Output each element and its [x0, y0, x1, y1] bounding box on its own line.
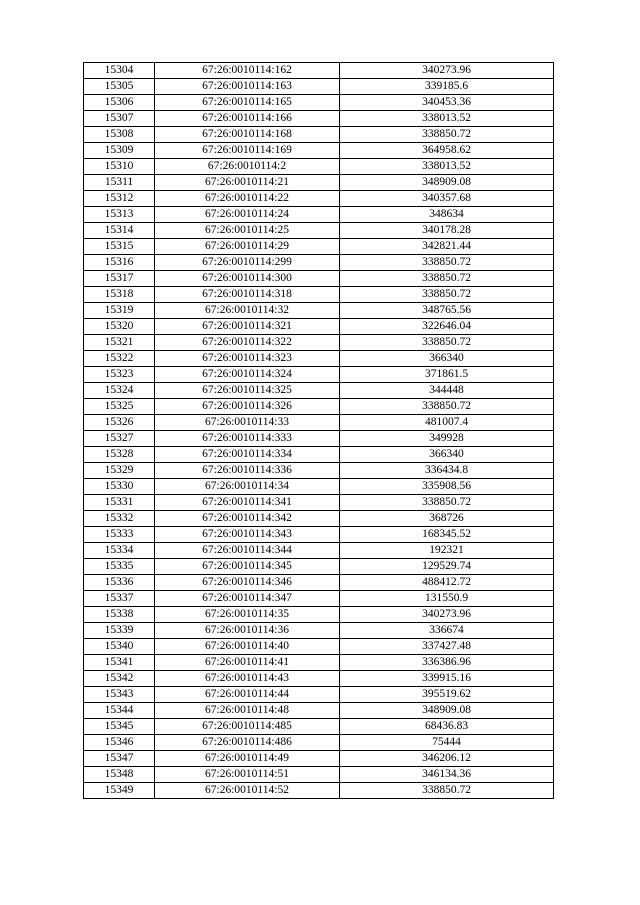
value-cell: 348765.56	[340, 303, 554, 319]
value-cell: 349928	[340, 431, 554, 447]
row-number-cell: 15339	[84, 623, 155, 639]
row-number-cell: 15314	[84, 223, 155, 239]
cadastral-number-cell: 67:26:0010114:321	[155, 319, 340, 335]
table-row	[84, 351, 554, 367]
cadastral-number-cell: 67:26:0010114:21	[155, 175, 340, 191]
value-cell: 338850.72	[340, 335, 554, 351]
cadastral-number-cell: 67:26:0010114:36	[155, 623, 340, 639]
value-cell: 339915.16	[340, 671, 554, 687]
row-number-cell: 15319	[84, 303, 155, 319]
table-row	[84, 191, 554, 207]
row-number-cell: 15305	[84, 79, 155, 95]
row-number-cell: 15325	[84, 399, 155, 415]
table-row	[84, 159, 554, 175]
table-row	[84, 479, 554, 495]
value-cell: 340273.96	[340, 607, 554, 623]
value-cell: 168345.52	[340, 527, 554, 543]
table-row	[84, 367, 554, 383]
cadastral-number-cell: 67:26:0010114:34	[155, 479, 340, 495]
value-cell: 338850.72	[340, 783, 554, 799]
cadastral-number-cell: 67:26:0010114:2	[155, 159, 340, 175]
cadastral-number-cell: 67:26:0010114:333	[155, 431, 340, 447]
cadastral-number-cell: 67:26:0010114:345	[155, 559, 340, 575]
cadastral-number-cell: 67:26:0010114:341	[155, 495, 340, 511]
value-cell: 338850.72	[340, 271, 554, 287]
row-number-cell: 15318	[84, 287, 155, 303]
cadastral-value-table	[83, 62, 554, 799]
cadastral-number-cell: 67:26:0010114:324	[155, 367, 340, 383]
cadastral-number-cell: 67:26:0010114:40	[155, 639, 340, 655]
table-row	[84, 271, 554, 287]
table-row	[84, 127, 554, 143]
table-row	[84, 223, 554, 239]
row-number-cell: 15323	[84, 367, 155, 383]
value-cell: 481007.4	[340, 415, 554, 431]
value-cell: 366340	[340, 351, 554, 367]
cadastral-number-cell: 67:26:0010114:326	[155, 399, 340, 415]
cadastral-number-cell: 67:26:0010114:22	[155, 191, 340, 207]
row-number-cell: 15326	[84, 415, 155, 431]
table-row	[84, 719, 554, 735]
cadastral-number-cell: 67:26:0010114:49	[155, 751, 340, 767]
row-number-cell: 15346	[84, 735, 155, 751]
table-row	[84, 79, 554, 95]
cadastral-number-cell: 67:26:0010114:48	[155, 703, 340, 719]
cadastral-number-cell: 67:26:0010114:41	[155, 655, 340, 671]
value-cell: 371861.5	[340, 367, 554, 383]
row-number-cell: 15336	[84, 575, 155, 591]
cadastral-number-cell: 67:26:0010114:32	[155, 303, 340, 319]
cadastral-number-cell: 67:26:0010114:166	[155, 111, 340, 127]
row-number-cell: 15324	[84, 383, 155, 399]
value-cell: 348909.08	[340, 703, 554, 719]
cadastral-number-cell: 67:26:0010114:323	[155, 351, 340, 367]
table-row	[84, 383, 554, 399]
value-cell: 338013.52	[340, 159, 554, 175]
table-row	[84, 703, 554, 719]
value-cell: 335908.56	[340, 479, 554, 495]
table-row	[84, 175, 554, 191]
value-cell: 488412.72	[340, 575, 554, 591]
value-cell: 340357.68	[340, 191, 554, 207]
value-cell: 336674	[340, 623, 554, 639]
cadastral-number-cell: 67:26:0010114:162	[155, 63, 340, 79]
cadastral-number-cell: 67:26:0010114:33	[155, 415, 340, 431]
table-row	[84, 303, 554, 319]
cadastral-number-cell: 67:26:0010114:344	[155, 543, 340, 559]
row-number-cell: 15317	[84, 271, 155, 287]
value-cell: 336434.8	[340, 463, 554, 479]
row-number-cell: 15312	[84, 191, 155, 207]
table-row	[84, 239, 554, 255]
value-cell: 338850.72	[340, 399, 554, 415]
table-row	[84, 575, 554, 591]
row-number-cell: 15344	[84, 703, 155, 719]
row-number-cell: 15310	[84, 159, 155, 175]
table-row	[84, 143, 554, 159]
cadastral-number-cell: 67:26:0010114:342	[155, 511, 340, 527]
value-cell: 348634	[340, 207, 554, 223]
row-number-cell: 15320	[84, 319, 155, 335]
row-number-cell: 15330	[84, 479, 155, 495]
row-number-cell: 15348	[84, 767, 155, 783]
table-row	[84, 495, 554, 511]
table-row	[84, 751, 554, 767]
row-number-cell: 15316	[84, 255, 155, 271]
table-row	[84, 463, 554, 479]
table-row	[84, 687, 554, 703]
table-row	[84, 111, 554, 127]
cadastral-number-cell: 67:26:0010114:325	[155, 383, 340, 399]
row-number-cell: 15311	[84, 175, 155, 191]
value-cell: 338013.52	[340, 111, 554, 127]
row-number-cell: 15342	[84, 671, 155, 687]
value-cell: 340178.28	[340, 223, 554, 239]
value-cell: 336386.96	[340, 655, 554, 671]
value-cell: 348909.08	[340, 175, 554, 191]
cadastral-number-cell: 67:26:0010114:35	[155, 607, 340, 623]
table-row	[84, 95, 554, 111]
value-cell: 346134.36	[340, 767, 554, 783]
value-cell: 338850.72	[340, 495, 554, 511]
value-cell: 338850.72	[340, 255, 554, 271]
row-number-cell: 15335	[84, 559, 155, 575]
table-row	[84, 255, 554, 271]
value-cell: 337427.48	[340, 639, 554, 655]
cadastral-number-cell: 67:26:0010114:299	[155, 255, 340, 271]
cadastral-number-cell: 67:26:0010114:347	[155, 591, 340, 607]
row-number-cell: 15304	[84, 63, 155, 79]
row-number-cell: 15347	[84, 751, 155, 767]
row-number-cell: 15341	[84, 655, 155, 671]
cadastral-number-cell: 67:26:0010114:24	[155, 207, 340, 223]
row-number-cell: 15306	[84, 95, 155, 111]
table-row	[84, 623, 554, 639]
table-body	[84, 63, 554, 799]
cadastral-number-cell: 67:26:0010114:165	[155, 95, 340, 111]
table-row	[84, 399, 554, 415]
value-cell: 340453.36	[340, 95, 554, 111]
value-cell: 338850.72	[340, 287, 554, 303]
value-cell: 340273.96	[340, 63, 554, 79]
row-number-cell: 15321	[84, 335, 155, 351]
value-cell: 346206.12	[340, 751, 554, 767]
table-row	[84, 591, 554, 607]
value-cell: 364958.62	[340, 143, 554, 159]
row-number-cell: 15327	[84, 431, 155, 447]
value-cell: 131550.9	[340, 591, 554, 607]
cadastral-number-cell: 67:26:0010114:343	[155, 527, 340, 543]
cadastral-number-cell: 67:26:0010114:29	[155, 239, 340, 255]
row-number-cell: 15328	[84, 447, 155, 463]
table-row	[84, 735, 554, 751]
row-number-cell: 15338	[84, 607, 155, 623]
cadastral-number-cell: 67:26:0010114:44	[155, 687, 340, 703]
cadastral-number-cell: 67:26:0010114:52	[155, 783, 340, 799]
cadastral-number-cell: 67:26:0010114:51	[155, 767, 340, 783]
cadastral-number-cell: 67:26:0010114:163	[155, 79, 340, 95]
cadastral-number-cell: 67:26:0010114:300	[155, 271, 340, 287]
cadastral-number-cell: 67:26:0010114:168	[155, 127, 340, 143]
cadastral-number-cell: 67:26:0010114:485	[155, 719, 340, 735]
value-cell: 395519.62	[340, 687, 554, 703]
cadastral-number-cell: 67:26:0010114:334	[155, 447, 340, 463]
cadastral-number-cell: 67:26:0010114:486	[155, 735, 340, 751]
value-cell: 338850.72	[340, 127, 554, 143]
row-number-cell: 15315	[84, 239, 155, 255]
cadastral-number-cell: 67:26:0010114:25	[155, 223, 340, 239]
cadastral-number-cell: 67:26:0010114:169	[155, 143, 340, 159]
row-number-cell: 15343	[84, 687, 155, 703]
row-number-cell: 15322	[84, 351, 155, 367]
table-row	[84, 607, 554, 623]
table-row	[84, 543, 554, 559]
value-cell: 75444	[340, 735, 554, 751]
table-row	[84, 527, 554, 543]
table-row	[84, 783, 554, 799]
table-row	[84, 767, 554, 783]
table-row	[84, 639, 554, 655]
table-row	[84, 415, 554, 431]
table-row	[84, 655, 554, 671]
table-row	[84, 447, 554, 463]
value-cell: 68436.83	[340, 719, 554, 735]
row-number-cell: 15307	[84, 111, 155, 127]
table-row	[84, 431, 554, 447]
value-cell: 129529.74	[340, 559, 554, 575]
row-number-cell: 15337	[84, 591, 155, 607]
row-number-cell: 15331	[84, 495, 155, 511]
cadastral-number-cell: 67:26:0010114:346	[155, 575, 340, 591]
value-cell: 366340	[340, 447, 554, 463]
table-row	[84, 335, 554, 351]
row-number-cell: 15308	[84, 127, 155, 143]
value-cell: 342821.44	[340, 239, 554, 255]
row-number-cell: 15334	[84, 543, 155, 559]
table-row	[84, 319, 554, 335]
value-cell: 192321	[340, 543, 554, 559]
row-number-cell: 15309	[84, 143, 155, 159]
row-number-cell: 15329	[84, 463, 155, 479]
row-number-cell: 15332	[84, 511, 155, 527]
table-row	[84, 63, 554, 79]
row-number-cell: 15313	[84, 207, 155, 223]
value-cell: 339185.6	[340, 79, 554, 95]
cadastral-number-cell: 67:26:0010114:322	[155, 335, 340, 351]
row-number-cell: 15345	[84, 719, 155, 735]
row-number-cell: 15333	[84, 527, 155, 543]
value-cell: 368726	[340, 511, 554, 527]
table-row	[84, 511, 554, 527]
row-number-cell: 15340	[84, 639, 155, 655]
table-row	[84, 287, 554, 303]
cadastral-number-cell: 67:26:0010114:43	[155, 671, 340, 687]
value-cell: 322646.04	[340, 319, 554, 335]
cadastral-number-cell: 67:26:0010114:336	[155, 463, 340, 479]
table-row	[84, 207, 554, 223]
table-row	[84, 671, 554, 687]
value-cell: 344448	[340, 383, 554, 399]
cadastral-number-cell: 67:26:0010114:318	[155, 287, 340, 303]
table-row	[84, 559, 554, 575]
row-number-cell: 15349	[84, 783, 155, 799]
